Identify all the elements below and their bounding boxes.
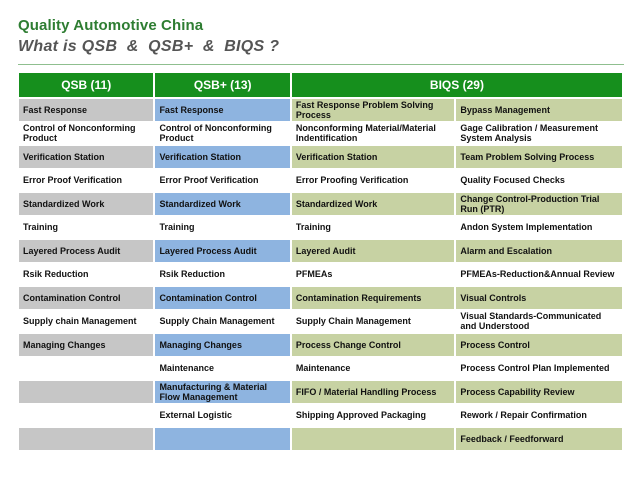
table-row — [19, 170, 622, 192]
qsb-plus-cell: Rsik Reduction — [155, 264, 289, 286]
table-row — [19, 264, 622, 286]
biqs-cell-right: Andon System Implementation — [456, 217, 622, 239]
header-qsb-plus: QSB+ (13) — [155, 73, 289, 97]
header-qsb: QSB (11) — [19, 73, 153, 97]
qsb-cell: Contamination Control — [19, 287, 153, 309]
qsb-plus-cell: Managing Changes — [155, 334, 289, 356]
biqs-cell-right: Change Control-Production Trial Run (PTR) — [456, 193, 622, 215]
comparison-table — [17, 71, 624, 452]
biqs-cell-right: Rework / Repair Confirmation — [456, 405, 622, 427]
title-divider — [18, 64, 624, 65]
biqs-cell-right: Visual Controls — [456, 287, 622, 309]
brand-title: Quality Automotive China — [18, 17, 204, 34]
biqs-cell-right: Gage Calibration / Measurement System Analysis — [456, 123, 622, 145]
biqs-cell-left: Error Proofing Verification — [292, 170, 455, 192]
biqs-cell-left: Verification Station — [292, 146, 455, 168]
biqs-cell-left: Contamination Requirements — [292, 287, 455, 309]
table-row — [19, 428, 622, 450]
qsb-plus-cell: Supply Chain Management — [155, 311, 289, 333]
qsb-plus-cell: Manufacturing & Material Flow Management — [155, 381, 289, 403]
page-title: What is QSB & QSB+ & BIQS ? — [18, 38, 280, 55]
qsb-plus-cell: Maintenance — [155, 358, 289, 380]
biqs-cell-left: Supply Chain Management — [292, 311, 455, 333]
qsb-plus-cell: Error Proof Verification — [155, 170, 289, 192]
biqs-cell-right: Visual Standards-Communicated and Understood — [456, 311, 622, 333]
qsb-cell — [19, 381, 153, 403]
qsb-cell — [19, 405, 153, 427]
qsb-plus-cell: External Logistic — [155, 405, 289, 427]
table-row — [19, 405, 622, 427]
header-biqs: BIQS (29) — [292, 73, 622, 97]
qsb-cell — [19, 428, 153, 450]
biqs-cell-left: FIFO / Material Handling Process — [292, 381, 455, 403]
qsb-cell: Managing Changes — [19, 334, 153, 356]
qsb-cell: Error Proof Verification — [19, 170, 153, 192]
biqs-cell-left: Training — [292, 217, 455, 239]
table-row — [19, 146, 622, 168]
biqs-cell-left: Process Change Control — [292, 334, 455, 356]
qsb-cell: Rsik Reduction — [19, 264, 153, 286]
qsb-cell: Fast Response — [19, 99, 153, 121]
biqs-cell-right: PFMEAs-Reduction&Annual Review — [456, 264, 622, 286]
biqs-cell-left: Nonconforming Material/Material Indentification — [292, 123, 455, 145]
table-row — [19, 358, 622, 380]
qsb-plus-cell: Contamination Control — [155, 287, 289, 309]
qsb-plus-cell: Verification Station — [155, 146, 289, 168]
biqs-cell-left: Shipping Approved Packaging — [292, 405, 455, 427]
qsb-plus-cell — [155, 428, 289, 450]
biqs-cell-left — [292, 428, 455, 450]
table-row — [19, 240, 622, 262]
biqs-cell-right: Quality Focused Checks — [456, 170, 622, 192]
biqs-cell-right: Bypass Management — [456, 99, 622, 121]
table-row — [19, 381, 622, 403]
biqs-cell-right: Process Control — [456, 334, 622, 356]
qsb-cell: Layered Process Audit — [19, 240, 153, 262]
qsb-cell: Standardized Work — [19, 193, 153, 215]
biqs-cell-right: Alarm and Escalation — [456, 240, 622, 262]
qsb-cell: Training — [19, 217, 153, 239]
qsb-plus-cell: Training — [155, 217, 289, 239]
qsb-cell — [19, 358, 153, 380]
biqs-cell-right: Team Problem Solving Process — [456, 146, 622, 168]
biqs-cell-left: PFMEAs — [292, 264, 455, 286]
qsb-cell: Control of Nonconforming Product — [19, 123, 153, 145]
table-row — [19, 123, 622, 145]
qsb-plus-cell: Control of Nonconforming Product — [155, 123, 289, 145]
biqs-cell-right: Feedback / Feedforward — [456, 428, 622, 450]
biqs-cell-right: Process Control Plan Implemented — [456, 358, 622, 380]
table-header-row — [19, 73, 622, 97]
table-row — [19, 287, 622, 309]
biqs-cell-right: Process Capability Review — [456, 381, 622, 403]
qsb-cell: Supply chain Management — [19, 311, 153, 333]
table-row — [19, 334, 622, 356]
qsb-plus-cell: Fast Response — [155, 99, 289, 121]
biqs-cell-left: Maintenance — [292, 358, 455, 380]
biqs-cell-left: Fast Response Problem Solving Process — [292, 99, 455, 121]
table-row — [19, 311, 622, 333]
qsb-plus-cell: Standardized Work — [155, 193, 289, 215]
table-body — [19, 99, 622, 450]
table-row — [19, 99, 622, 121]
biqs-cell-left: Standardized Work — [292, 193, 455, 215]
table-row — [19, 193, 622, 215]
qsb-cell: Verification Station — [19, 146, 153, 168]
qsb-plus-cell: Layered Process Audit — [155, 240, 289, 262]
biqs-cell-left: Layered Audit — [292, 240, 455, 262]
table-row — [19, 217, 622, 239]
